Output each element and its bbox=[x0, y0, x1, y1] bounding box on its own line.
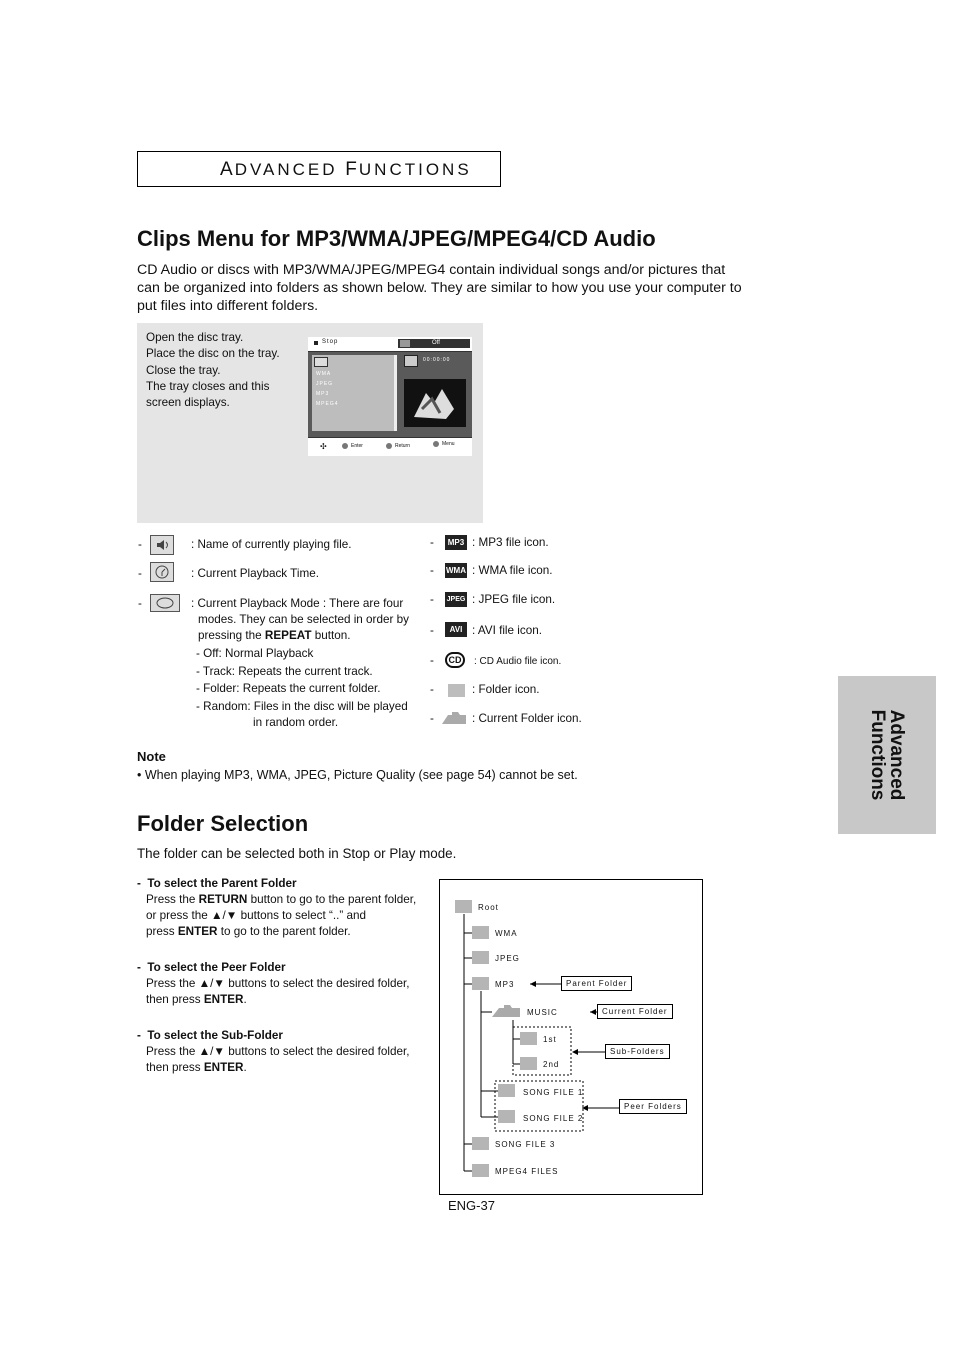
menu-label: Menu bbox=[442, 441, 455, 447]
return-label: Return bbox=[395, 443, 411, 449]
dpad-icon: ✣ bbox=[320, 442, 327, 451]
legend-name: : Name of currently playing file. bbox=[191, 538, 352, 551]
mode-options: - Off: Normal Playback - Track: Repeats the current track. - Folder: Repeats the current folder. - Random: Files in the disc will be played bbox=[196, 647, 408, 713]
wma-icon: WMA bbox=[445, 563, 467, 578]
screen-bottom-bar bbox=[308, 437, 472, 456]
sub-heading: To select the Sub-Folder bbox=[147, 1029, 283, 1042]
legend-mp3: : MP3 file icon. bbox=[472, 536, 549, 549]
tree-jpeg: JPEG bbox=[495, 954, 520, 963]
scrollbar[interactable] bbox=[394, 355, 397, 431]
parent-folder-tag: Parent Folder bbox=[561, 976, 632, 991]
screen-status: Stop bbox=[322, 339, 339, 345]
folder-title: Folder Selection bbox=[137, 811, 309, 836]
song3-folder-icon bbox=[472, 1137, 489, 1150]
folder-tree bbox=[439, 879, 703, 1195]
side-tab bbox=[838, 676, 936, 834]
current-folder-tag: Current Folder bbox=[597, 1004, 673, 1019]
mode-detail: modes. They can be selected in order by pressing the REPEAT button. bbox=[198, 613, 409, 642]
note-title: Note bbox=[137, 749, 166, 764]
peer-folders-tag: Peer Folders bbox=[619, 1099, 687, 1114]
folder-subtitle: The folder can be selected both in Stop or Play mode. bbox=[137, 846, 457, 861]
return-button-icon bbox=[386, 443, 392, 449]
current-folder-icon bbox=[442, 711, 468, 725]
first-folder-icon bbox=[520, 1032, 537, 1045]
enter-label: Enter bbox=[351, 443, 363, 449]
sub-folders-tag: Sub-Folders bbox=[605, 1044, 670, 1059]
mp3-folder-icon bbox=[472, 977, 489, 990]
speaker-icon bbox=[314, 357, 328, 367]
mode-last: in random order. bbox=[253, 716, 339, 729]
cd-icon: CD bbox=[445, 652, 465, 668]
screen-time: 00:00:00 bbox=[423, 357, 451, 363]
note-text: • When playing MP3, WMA, JPEG, Picture Quality (see page 54) cannot be set. bbox=[137, 768, 578, 782]
parent-heading: To select the Parent Folder bbox=[147, 877, 297, 890]
enter-button-icon bbox=[342, 443, 348, 449]
repeat-icon bbox=[150, 594, 180, 612]
list-item[interactable]: JPEG bbox=[316, 381, 334, 387]
steps-list: Open the disc tray. Place the disc on the tray. Close the tray. The tray closes and this screen displays. bbox=[146, 331, 280, 410]
legend-mode: : Current Playback Mode : There are four bbox=[191, 597, 404, 610]
clips-screen bbox=[308, 337, 472, 455]
legend-cd: : CD Audio file icon. bbox=[474, 656, 562, 667]
tree-wma: WMA bbox=[495, 929, 518, 938]
legend-time: : Current Playback Time. bbox=[191, 567, 319, 580]
tree-first: 1st bbox=[543, 1035, 557, 1044]
clock-icon bbox=[150, 562, 174, 582]
peer-heading: To select the Peer Folder bbox=[147, 961, 286, 974]
side-tab-line2: Functions bbox=[867, 709, 888, 801]
song1-folder-icon bbox=[498, 1084, 515, 1097]
preview-image bbox=[404, 379, 466, 427]
file-list bbox=[312, 355, 394, 431]
folder-icon bbox=[448, 684, 465, 697]
section-title: ADVANCED FUNCTIONS bbox=[220, 159, 472, 180]
list-item[interactable]: MP3 bbox=[316, 391, 330, 397]
root-folder-icon bbox=[455, 900, 472, 913]
tree-song3: SONG FILE 3 bbox=[495, 1140, 556, 1149]
section-header bbox=[137, 151, 501, 187]
current-folder-icon bbox=[492, 1004, 522, 1018]
jpeg-folder-icon bbox=[472, 951, 489, 964]
clock-icon bbox=[404, 355, 418, 367]
tree-second: 2nd bbox=[543, 1060, 560, 1069]
tree-mpeg4: MPEG4 FILES bbox=[495, 1167, 559, 1176]
tree-song1: SONG FILE 1 bbox=[523, 1088, 584, 1097]
clips-title: Clips Menu for MP3/WMA/JPEG/MPEG4/CD Audio bbox=[137, 226, 656, 251]
page-number: ENG-37 bbox=[448, 1198, 495, 1213]
wma-folder-icon bbox=[472, 926, 489, 939]
jpeg-icon: JPEG bbox=[445, 592, 467, 607]
instructions: - To select the Parent Folder Press the RETURN button to go to the parent folder, or press the ▲/▼ buttons to select “..” and press ENTER to go to the parent folder. - To select the Peer Folder Press the ▲/▼ buttons to select the desired folder, then press ENTER. - To select the Sub-Folder Press the ▲/▼ buttons to select the desired folder, then press ENTER. bbox=[137, 877, 417, 1074]
repeat-icon bbox=[400, 340, 410, 347]
stop-icon bbox=[314, 341, 318, 345]
song2-folder-icon bbox=[498, 1110, 515, 1123]
legend-folder: : Folder icon. bbox=[472, 683, 540, 696]
tree-music: MUSIC bbox=[527, 1008, 558, 1017]
clips-intro: CD Audio or discs with MP3/WMA/JPEG/MPEG4 contain individual songs and/or pictures that can be organized into folders as shown below. They are similar to how you use your computer to put files into different folders. bbox=[137, 262, 742, 314]
screen-mode: Off bbox=[432, 340, 440, 346]
second-folder-icon bbox=[520, 1057, 537, 1070]
legend-wma: : WMA file icon. bbox=[472, 564, 553, 577]
avi-icon: AVI bbox=[445, 622, 467, 637]
tree-song2: SONG FILE 2 bbox=[523, 1114, 584, 1123]
legend-current-folder: : Current Folder icon. bbox=[472, 712, 582, 725]
tree-root: Root bbox=[478, 903, 499, 912]
mp3-icon: MP3 bbox=[445, 535, 467, 550]
mpeg4-folder-icon bbox=[472, 1164, 489, 1177]
screen-top-bar bbox=[308, 337, 472, 352]
tree-mp3: MP3 bbox=[495, 980, 515, 989]
speaker-icon bbox=[150, 535, 174, 555]
side-tab-line1: Advanced bbox=[886, 709, 907, 801]
menu-button-icon bbox=[433, 441, 439, 447]
legend-avi: : AVI file icon. bbox=[472, 624, 542, 637]
legend-jpeg: : JPEG file icon. bbox=[472, 593, 556, 606]
list-item[interactable]: WMA bbox=[316, 371, 332, 377]
list-item[interactable]: MPEG4 bbox=[316, 401, 339, 407]
